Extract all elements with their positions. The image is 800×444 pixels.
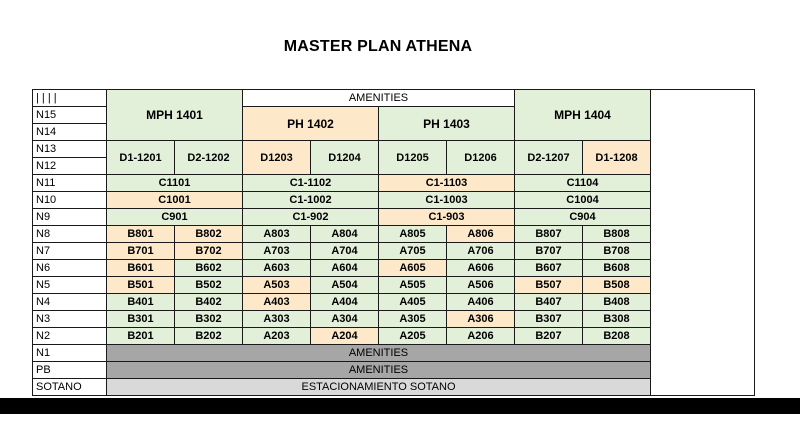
unit-mph-1401: MPH 1401	[107, 90, 243, 141]
unit-cell: A306	[447, 311, 515, 328]
unit-cell: A404	[311, 294, 379, 311]
level-label: N6	[33, 260, 107, 277]
unit-cell: A304	[311, 311, 379, 328]
amenities-pb: AMENITIES	[107, 362, 651, 379]
unit-cell: B408	[583, 294, 651, 311]
level-label: | | | |	[33, 90, 107, 107]
unit-cell: B702	[175, 243, 243, 260]
unit-cell: A703	[243, 243, 311, 260]
unit-cell: B608	[583, 260, 651, 277]
unit-cell: B307	[515, 311, 583, 328]
unit-d1204: D1204	[311, 141, 379, 175]
unit-d1-1201: D1-1201	[107, 141, 175, 175]
unit-cell: B207	[515, 328, 583, 345]
unit-d1206: D1206	[447, 141, 515, 175]
unit-mph-1404: MPH 1404	[515, 90, 651, 141]
unit-cell: A804	[311, 226, 379, 243]
unit-cell: B401	[107, 294, 175, 311]
unit-d2-1207: D2-1207	[515, 141, 583, 175]
unit-cell: A604	[311, 260, 379, 277]
unit-cell: A204	[311, 328, 379, 345]
unit-cell: A705	[379, 243, 447, 260]
level-label: N13	[33, 141, 107, 158]
unit-cell: A403	[243, 294, 311, 311]
level-label: N1	[33, 345, 107, 362]
unit-c1-903: C1-903	[379, 209, 515, 226]
unit-cell: B701	[107, 243, 175, 260]
level-label: N10	[33, 192, 107, 209]
unit-cell: A205	[379, 328, 447, 345]
unit-cell: B607	[515, 260, 583, 277]
unit-d1-1208: D1-1208	[583, 141, 651, 175]
unit-ph-1403: PH 1403	[379, 107, 515, 141]
level-label: N3	[33, 311, 107, 328]
unit-cell: B201	[107, 328, 175, 345]
unit-cell: B308	[583, 311, 651, 328]
unit-cell: A303	[243, 311, 311, 328]
unit-cell: B802	[175, 226, 243, 243]
unit-cell: B807	[515, 226, 583, 243]
unit-cell: A805	[379, 226, 447, 243]
unit-cell: B302	[175, 311, 243, 328]
unit-cell: B707	[515, 243, 583, 260]
unit-cell: A503	[243, 277, 311, 294]
unit-c1-1002: C1-1002	[243, 192, 379, 209]
level-label: N11	[33, 175, 107, 192]
level-label: N12	[33, 158, 107, 175]
level-label: N14	[33, 124, 107, 141]
level-label: N7	[33, 243, 107, 260]
unit-ph-1402: PH 1402	[243, 107, 379, 141]
page-title: MASTER PLAN ATHENA	[283, 38, 473, 55]
unit-d2-1202: D2-1202	[175, 141, 243, 175]
unit-cell: B402	[175, 294, 243, 311]
unit-c1004: C1004	[515, 192, 651, 209]
unit-c1001: C1001	[107, 192, 243, 209]
unit-c1-902: C1-902	[243, 209, 379, 226]
unit-cell: B208	[583, 328, 651, 345]
unit-cell: B202	[175, 328, 243, 345]
unit-c901: C901	[107, 209, 243, 226]
unit-c1-1003: C1-1003	[379, 192, 515, 209]
unit-c1-1102: C1-1102	[243, 175, 379, 192]
level-label: N15	[33, 107, 107, 124]
level-label: N5	[33, 277, 107, 294]
unit-cell: A605	[379, 260, 447, 277]
unit-cell: B507	[515, 277, 583, 294]
unit-cell: A505	[379, 277, 447, 294]
unit-c1-1103: C1-1103	[379, 175, 515, 192]
level-label: N9	[33, 209, 107, 226]
bottom-bar	[0, 398, 800, 414]
unit-cell: A704	[311, 243, 379, 260]
unit-cell: A806	[447, 226, 515, 243]
unit-cell: B602	[175, 260, 243, 277]
unit-c1104: C1104	[515, 175, 651, 192]
unit-cell: A504	[311, 277, 379, 294]
level-label: PB	[33, 362, 107, 379]
level-label: N8	[33, 226, 107, 243]
level-label: N4	[33, 294, 107, 311]
unit-d1203: D1203	[243, 141, 311, 175]
unit-cell: A206	[447, 328, 515, 345]
amenities-n1: AMENITIES	[107, 345, 651, 362]
unit-c904: C904	[515, 209, 651, 226]
blank-column	[651, 90, 755, 396]
unit-cell: A405	[379, 294, 447, 311]
master-plan-table	[32, 89, 755, 396]
unit-cell: A706	[447, 243, 515, 260]
unit-cell: A606	[447, 260, 515, 277]
unit-cell: B502	[175, 277, 243, 294]
unit-cell: B708	[583, 243, 651, 260]
unit-cell: A803	[243, 226, 311, 243]
unit-cell: A506	[447, 277, 515, 294]
unit-cell: B601	[107, 260, 175, 277]
unit-cell: B407	[515, 294, 583, 311]
unit-cell: B301	[107, 311, 175, 328]
unit-cell: A305	[379, 311, 447, 328]
unit-cell: A203	[243, 328, 311, 345]
unit-cell: B801	[107, 226, 175, 243]
unit-cell: A406	[447, 294, 515, 311]
level-label: SOTANO	[33, 379, 107, 396]
unit-cell: B501	[107, 277, 175, 294]
unit-cell: A603	[243, 260, 311, 277]
unit-d1205: D1205	[379, 141, 447, 175]
unit-c1101: C1101	[107, 175, 243, 192]
unit-cell: B508	[583, 277, 651, 294]
parking-basement: ESTACIONAMIENTO SOTANO	[107, 379, 651, 396]
level-label: N2	[33, 328, 107, 345]
unit-cell: B808	[583, 226, 651, 243]
amenities-top: AMENITIES	[243, 90, 515, 107]
